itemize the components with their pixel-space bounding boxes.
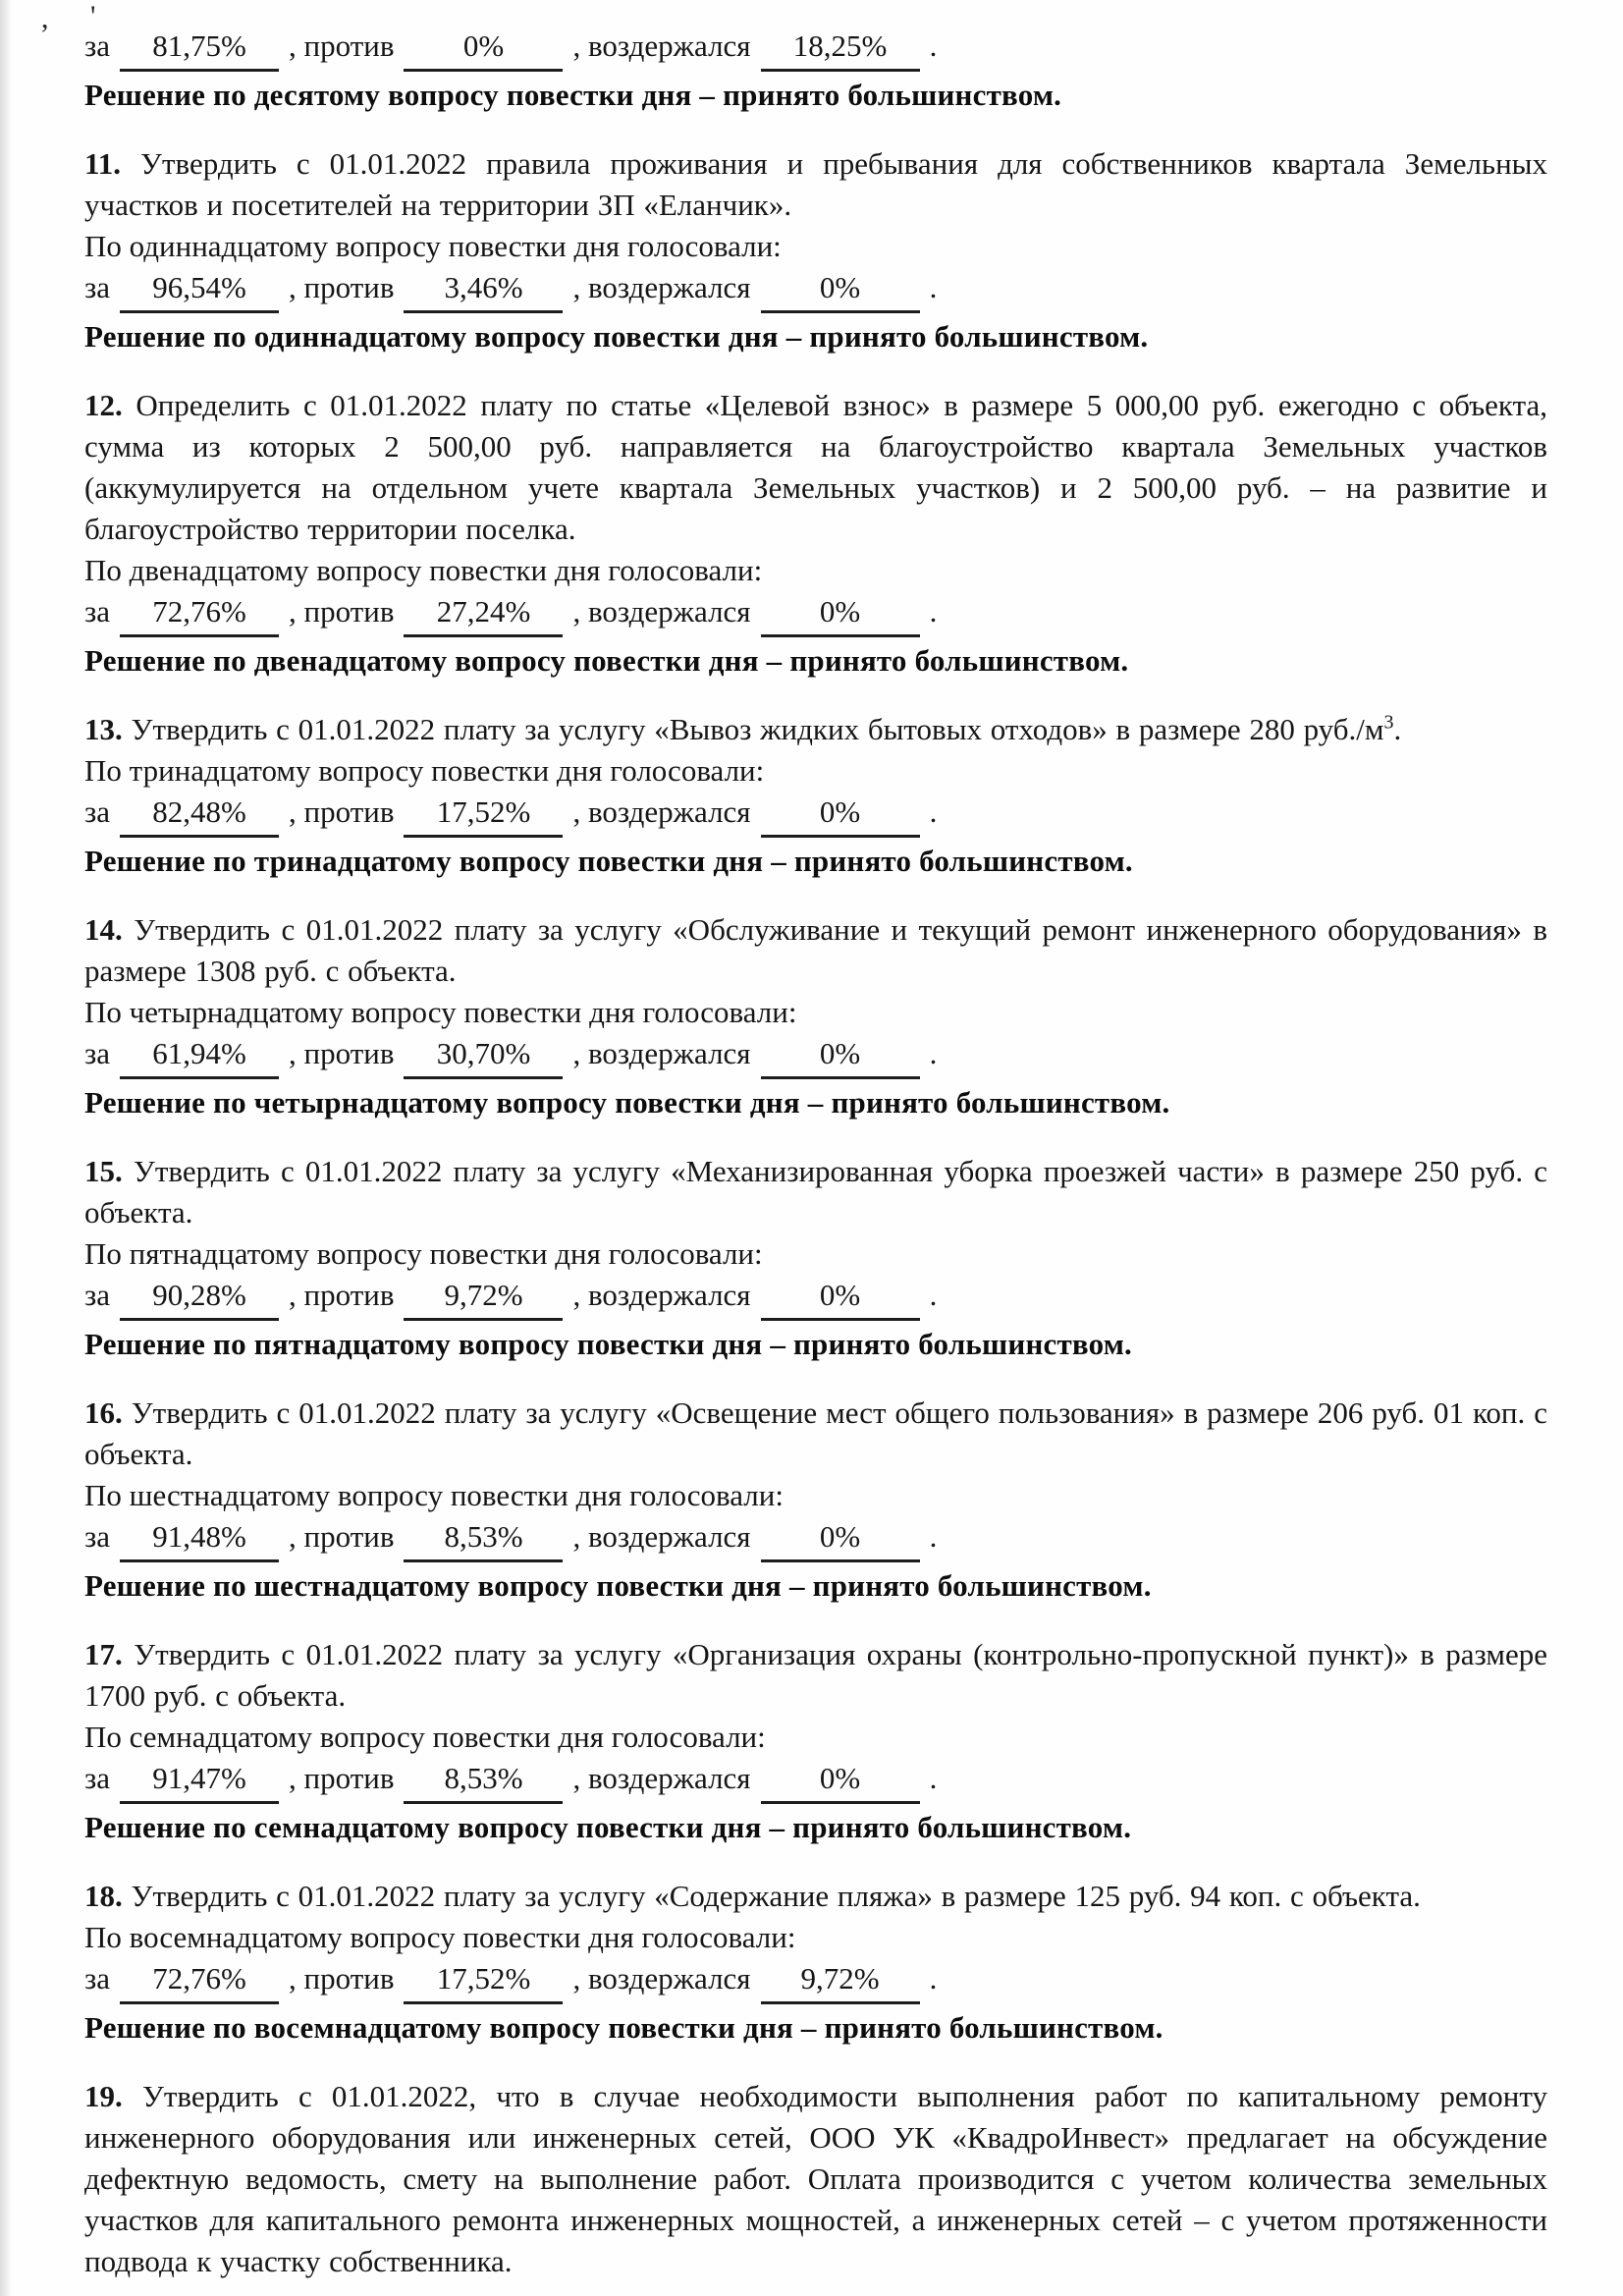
vote-label-abstained: , воздержался xyxy=(572,1519,751,1554)
vote-line-period: . xyxy=(929,794,938,829)
vote-value-against: 3,46% xyxy=(404,267,563,313)
vote-results-line xyxy=(84,792,1547,841)
vote-line-period: . xyxy=(929,1961,938,1995)
decision-line: Решение по восемнадцатому вопросу повестки дня – принято большинством. xyxy=(84,2010,1163,2045)
voting-header-line: По тринадцатому вопросу повестки дня голосовали: xyxy=(84,753,765,788)
decision-line: Решение по пятнадцатому вопросу повестки дня – принято большинством. xyxy=(84,1327,1133,1361)
item-number: 13. xyxy=(84,712,132,746)
item-number: 12. xyxy=(84,388,136,422)
item-number: 11. xyxy=(84,146,141,181)
item-number: 15. xyxy=(84,1154,134,1188)
vote-value-for: 91,47% xyxy=(120,1758,279,1804)
vote-label-abstained: , воздержался xyxy=(572,1761,751,1795)
vote-label-against: , против xyxy=(289,1278,395,1312)
vote-line-period: . xyxy=(929,1036,938,1070)
vote-label-abstained: , воздержался xyxy=(572,28,751,63)
scan-mark-apostrophe: ' xyxy=(90,0,96,32)
vote-label-abstained: , воздержался xyxy=(572,1278,751,1312)
vote-value-abstained: 0% xyxy=(761,267,920,313)
voting-header-line: По семнадцатому вопросу повестки дня голосовали: xyxy=(84,1720,766,1754)
agenda-item-11: 11. Утвердить с 01.01.2022 правила проживания и пребывания для собственников квартала Земельных участков и посетителей на территории ЗП «Еланчик». xyxy=(84,146,1547,222)
vote-value-for: 61,94% xyxy=(120,1033,279,1079)
decision-line: Решение по семнадцатому вопросу повестки дня – принято большинством. xyxy=(84,1810,1132,1844)
vote-results-line xyxy=(84,591,1547,640)
voting-header-line: По пятнадцатому вопросу повестки дня голосовали: xyxy=(84,1236,763,1271)
agenda-item-18: 18. Утвердить с 01.01.2022 плату за услугу «Содержание пляжа» в размере 125 руб. 94 коп. с объекта. xyxy=(84,1879,1421,1913)
agenda-item-15: 15. Утвердить с 01.01.2022 плату за услугу «Механизированная уборка проезжей части» в размере 250 руб. с объекта. xyxy=(84,1154,1547,1230)
vote-value-abstained: 0% xyxy=(761,792,920,838)
document-body xyxy=(84,26,1547,2282)
agenda-item-17: 17. Утвердить с 01.01.2022 плату за услугу «Организация охраны (контрольно-пропускной пункт)» в размере 1700 руб. с объекта. xyxy=(84,1637,1548,1713)
vote-line-period: . xyxy=(929,28,938,63)
agenda-item-13: 13. Утвердить с 01.01.2022 плату за услугу «Вывоз жидких бытовых отходов» в размере 280 $руб./м^3$. xyxy=(84,711,1402,746)
vote-label-abstained: , воздержался xyxy=(572,794,751,829)
decision-line: Решение по одиннадцатому вопросу повестки дня – принято большинством. xyxy=(84,319,1149,354)
vote-label-against: , против xyxy=(289,270,395,304)
vote-value-against: 8,53% xyxy=(404,1516,563,1562)
vote-label-for: за xyxy=(84,28,111,63)
vote-label-for: за xyxy=(84,594,111,629)
vote-results-line xyxy=(84,267,1547,316)
item-number: 14. xyxy=(84,912,135,947)
vote-value-abstained: 0% xyxy=(761,1516,920,1562)
vote-label-against: , против xyxy=(289,594,395,629)
vote-value-abstained: 18,25% xyxy=(761,26,920,72)
vote-value-against: 17,52% xyxy=(404,792,563,838)
vote-value-abstained: 0% xyxy=(761,591,920,637)
vote-label-abstained: , воздержался xyxy=(572,1036,751,1070)
vote-value-for: 82,48% xyxy=(120,792,279,838)
item-number: 19. xyxy=(84,2079,142,2113)
voting-header-line: По двенадцатому вопросу повестки дня голосовали: xyxy=(84,553,763,587)
vote-label-for: за xyxy=(84,1961,111,1995)
decision-line: Решение по тринадцатому вопросу повестки дня – принято большинством. xyxy=(84,844,1133,878)
vote-results-line xyxy=(84,1516,1547,1565)
voting-header-line: По шестнадцатому вопросу повестки дня голосовали: xyxy=(84,1478,784,1512)
vote-value-against: 0% xyxy=(404,26,563,72)
vote-results-line xyxy=(84,26,1547,75)
vote-value-abstained: 0% xyxy=(761,1033,920,1079)
vote-value-against: 27,24% xyxy=(404,591,563,637)
vote-value-for: 72,76% xyxy=(120,591,279,637)
vote-label-against: , против xyxy=(289,1036,395,1070)
vote-label-for: за xyxy=(84,1519,111,1554)
vote-label-abstained: , воздержался xyxy=(572,594,751,629)
vote-value-for: 81,75% xyxy=(120,26,279,72)
decision-line: Решение по двенадцатому вопросу повестки дня – принято большинством. xyxy=(84,643,1129,678)
agenda-item-19: 19. Утвердить с 01.01.2022, что в случае необходимости выполнения работ по капитальному ремонту инженерного оборудования или инженерных сетей, ООО УК «КвадроИнвест» предлагает на обсуждение дефектную ведомость, смету на выполнение работ. Оплата производится с учетом количества земельных участков для капитального ремонта инженерных мощностей, а инженерных сетей – с учетом протяженности подвода к участку собственника. xyxy=(84,2079,1548,2278)
vote-results-line xyxy=(84,1958,1547,2007)
decision-line: Решение по шестнадцатому вопросу повестки дня – принято большинством. xyxy=(84,1568,1152,1603)
vote-line-period: . xyxy=(929,270,938,304)
decision-line: Решение по десятому вопросу повестки дня – принято большинством. xyxy=(84,78,1062,112)
vote-label-for: за xyxy=(84,270,111,304)
vote-value-for: 96,54% xyxy=(120,267,279,313)
voting-header-line: По четырнадцатому вопросу повестки дня голосовали: xyxy=(84,995,797,1029)
vote-value-against: 9,72% xyxy=(404,1275,563,1321)
vote-value-abstained: 0% xyxy=(761,1758,920,1804)
agenda-item-14: 14. Утвердить с 01.01.2022 плату за услугу «Обслуживание и текущий ремонт инженерного оборудования» в размере 1308 руб. с объекта. xyxy=(84,912,1548,988)
vote-value-abstained: 9,72% xyxy=(761,1958,920,2004)
vote-line-period: . xyxy=(929,594,938,629)
voting-header-line: По одиннадцатому вопросу повестки дня голосовали: xyxy=(84,229,782,263)
vote-label-against: , против xyxy=(289,28,395,63)
vote-label-against: , против xyxy=(289,1519,395,1554)
vote-line-period: . xyxy=(929,1761,938,1795)
vote-label-abstained: , воздержался xyxy=(572,1961,751,1995)
vote-line-period: . xyxy=(929,1519,938,1554)
vote-results-line xyxy=(84,1033,1547,1082)
vote-value-against: 30,70% xyxy=(404,1033,563,1079)
vote-value-against: 17,52% xyxy=(404,1958,563,2004)
scan-edge-artifact xyxy=(0,0,12,2296)
vote-label-for: за xyxy=(84,1036,111,1070)
vote-value-abstained: 0% xyxy=(761,1275,920,1321)
vote-value-for: 90,28% xyxy=(120,1275,279,1321)
vote-label-against: , против xyxy=(289,1761,395,1795)
agenda-item-16: 16. Утвердить с 01.01.2022 плату за услугу «Освещение мест общего пользования» в размере 206 руб. 01 коп. с объекта. xyxy=(84,1395,1547,1471)
vote-label-against: , против xyxy=(289,1961,395,1995)
item-number: 17. xyxy=(84,1637,135,1671)
scan-mark-comma: , xyxy=(41,2,49,34)
vote-results-line xyxy=(84,1758,1547,1807)
item-number: 16. xyxy=(84,1395,132,1430)
item-number: 18. xyxy=(84,1879,132,1913)
vote-results-line xyxy=(84,1275,1547,1324)
vote-value-for: 72,76% xyxy=(120,1958,279,2004)
vote-value-against: 8,53% xyxy=(404,1758,563,1804)
voting-header-line: По восемнадцатому вопросу повестки дня голосовали: xyxy=(84,1920,796,1954)
vote-label-against: , против xyxy=(289,794,395,829)
vote-label-for: за xyxy=(84,1278,111,1312)
vote-label-abstained: , воздержался xyxy=(572,270,751,304)
agenda-item-12: 12. Определить с 01.01.2022 плату по статье «Целевой взнос» в размере 5 000,00 руб. ежегодно с объекта, сумма из которых 2 500,00 руб. направляется на благоустройство квартала Земельных участков (аккумулируется на отдельном учете квартала Земельных участков) и 2 500,00 руб. – на развитие и благоустройство территории поселка. xyxy=(84,388,1548,546)
vote-value-for: 91,48% xyxy=(120,1516,279,1562)
vote-label-for: за xyxy=(84,794,111,829)
superscript-exponent: 3 xyxy=(1383,711,1394,734)
decision-line: Решение по четырнадцатому вопросу повестки дня – принято большинством. xyxy=(84,1085,1170,1120)
vote-line-period: . xyxy=(929,1278,938,1312)
vote-label-for: за xyxy=(84,1761,111,1795)
